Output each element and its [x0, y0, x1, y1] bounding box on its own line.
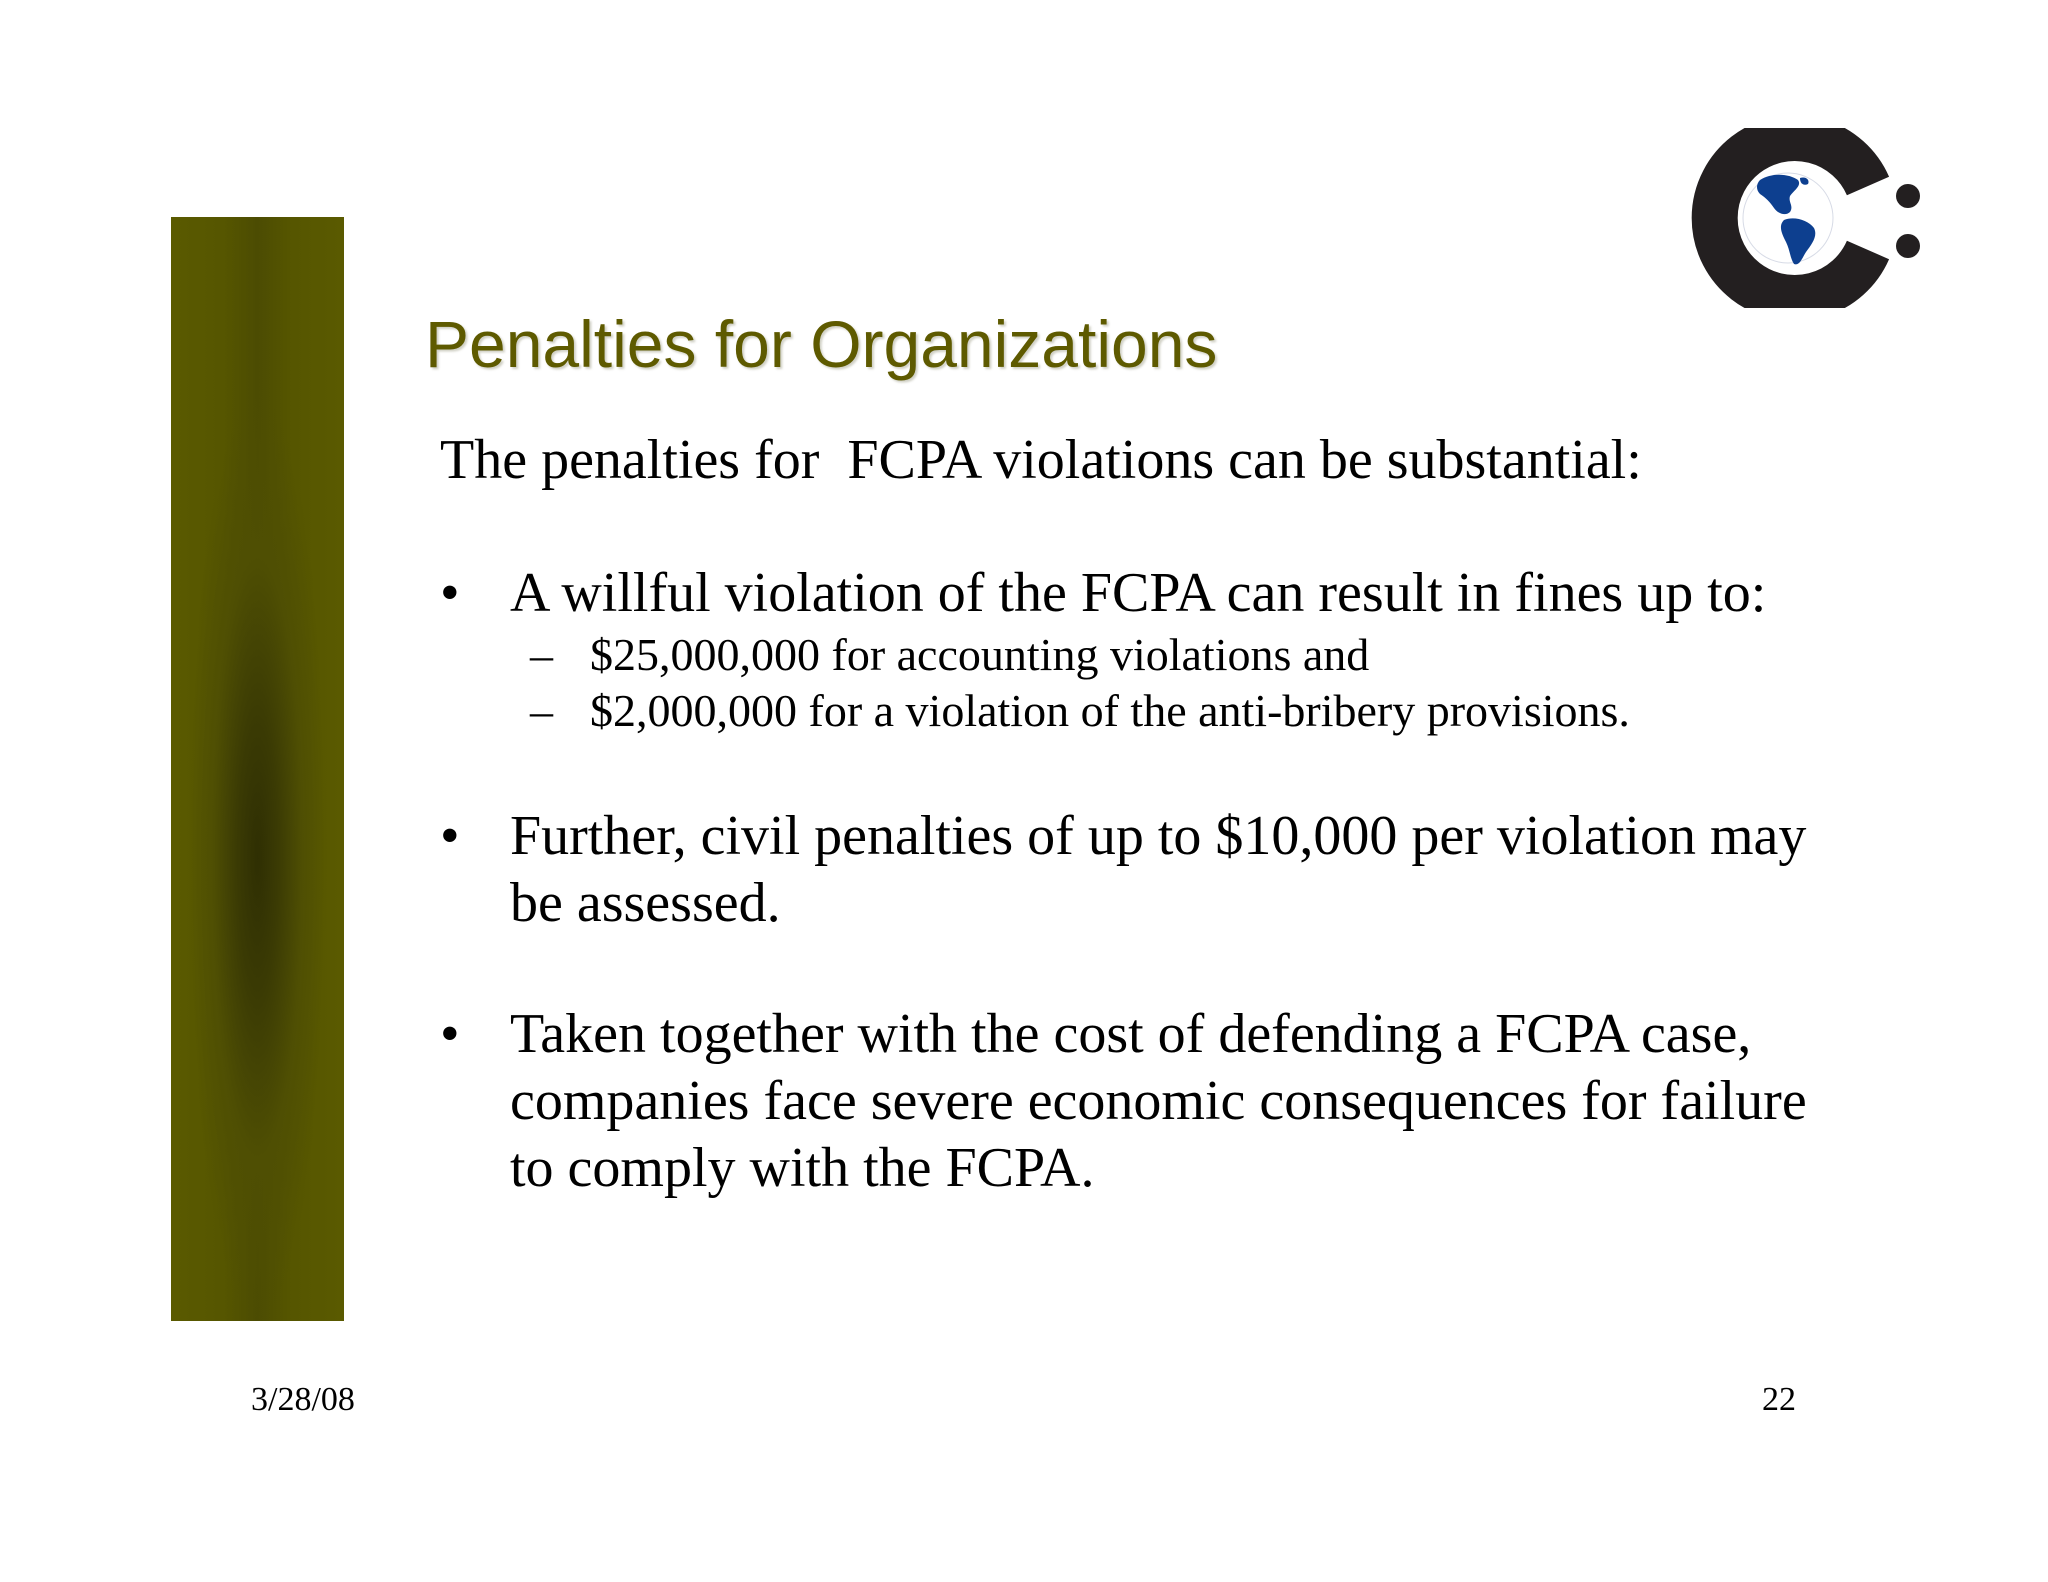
bullet-text: Further, civil penalties of up to $10,000 per violation may be assessed. — [510, 805, 1807, 934]
bullet-item — [440, 803, 1820, 937]
bullet-item — [440, 560, 1820, 739]
bullet-text: Taken together with the cost of defending a FCPA case, companies face severe economic consequences for failure to comply with the FCPA. — [510, 1003, 1807, 1199]
intro-text: The penalties for FCPA violations can be substantial: — [440, 429, 1642, 491]
globe-c-logo-icon — [1690, 128, 1930, 308]
bullet-marker: • — [440, 805, 460, 867]
sub-bullet-item — [510, 627, 1820, 683]
side-decoration-bar — [171, 217, 344, 1321]
bullet-text: A willful violation of the FCPA can result in fines up to: — [510, 562, 1767, 624]
sub-bullet-text: $25,000,000 for accounting violations and — [590, 629, 1370, 680]
bullet-list — [440, 560, 1820, 1266]
bullet-item — [440, 1001, 1820, 1202]
bullet-marker: • — [440, 1003, 460, 1065]
sub-bullet-marker: – — [530, 629, 553, 680]
footer-date: 3/28/08 — [251, 1381, 355, 1418]
slide-title: Penalties for Organizations — [425, 307, 1218, 381]
sub-bullet-list — [510, 627, 1820, 739]
sub-bullet-marker: – — [530, 685, 553, 736]
sub-bullet-text: $2,000,000 for a violation of the anti-bribery provisions. — [590, 685, 1630, 736]
bullet-marker: • — [440, 562, 460, 624]
sub-bullet-item — [510, 683, 1820, 739]
page-number: 22 — [1762, 1381, 1796, 1418]
